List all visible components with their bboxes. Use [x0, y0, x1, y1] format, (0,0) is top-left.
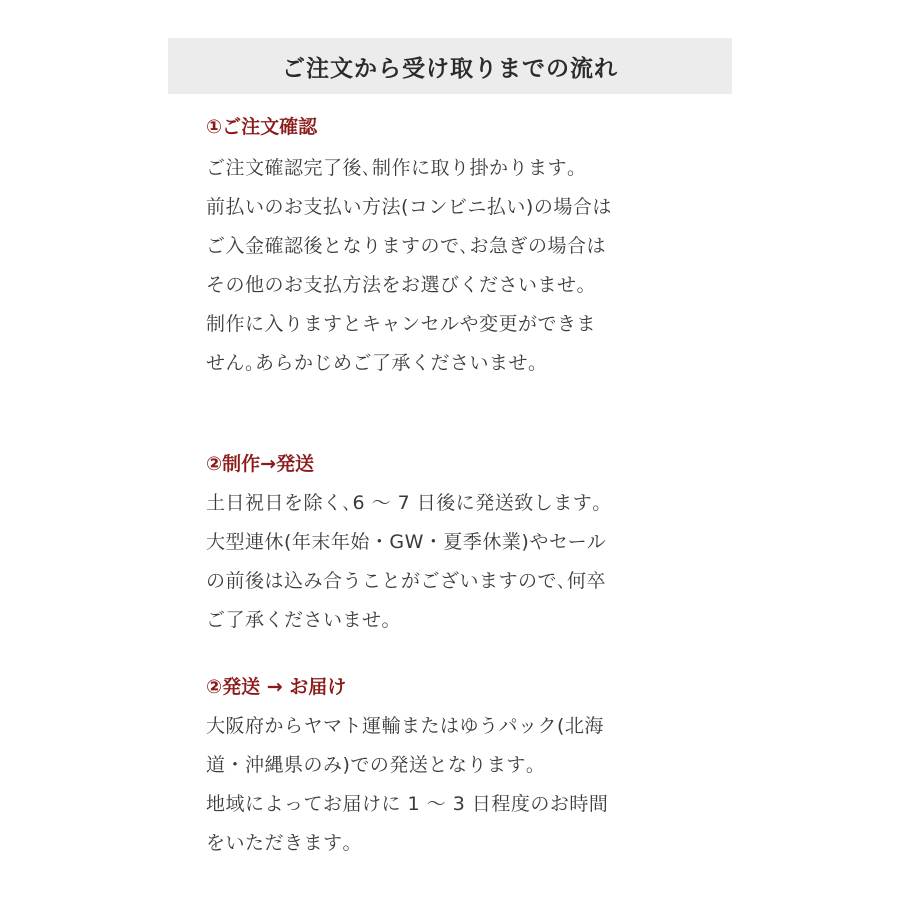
- body-line: 道・沖縄県のみ)での発送となります｡: [206, 754, 536, 776]
- body-line: 前払いのお支払い方法(コンビニ払い)の場合は: [206, 196, 612, 218]
- section-heading: ①ご注文確認: [206, 116, 318, 138]
- section-body: [206, 149, 700, 383]
- section-heading: ②発送 → お届け: [206, 676, 347, 698]
- page-title: ご注文から受け取りまでの流れ: [282, 55, 618, 82]
- section-body: [206, 484, 700, 640]
- body-line: 土日祝日を除く､6 ～ 7 日後に発送致します｡: [206, 492, 603, 514]
- section-production-shipping: [206, 449, 700, 640]
- body-line: 大型連休(年末年始・GW・夏季休業)やセール: [206, 531, 607, 553]
- body-line: ご了承くださいませ｡: [206, 609, 392, 631]
- body-line: の前後は込み合うことがございますので､何卒: [206, 570, 607, 592]
- section-body: [206, 707, 700, 863]
- body-line: その他のお支払方法をお選びくださいませ｡: [206, 274, 587, 296]
- section-heading: ②制作→発送: [206, 453, 315, 475]
- body-line: せん｡あらかじめご了承くださいませ｡: [206, 352, 539, 374]
- section-order-confirmation: [206, 112, 700, 383]
- body-line: 大阪府からヤマト運輸またはゆうパック(北海: [206, 715, 604, 737]
- body-line: ご注文確認完了後､制作に取り掛かります｡: [206, 157, 578, 179]
- body-line: をいただきます｡: [206, 832, 353, 854]
- body-line: 制作に入りますとキャンセルや変更ができま: [206, 313, 597, 335]
- header-bar: [168, 38, 732, 94]
- section-shipping-delivery: [206, 672, 700, 863]
- body-line: ご入金確認後となりますので､お急ぎの場合は: [206, 235, 607, 257]
- body-line: 地域によってお届けに 1 ～ 3 日程度のお時間: [206, 793, 609, 815]
